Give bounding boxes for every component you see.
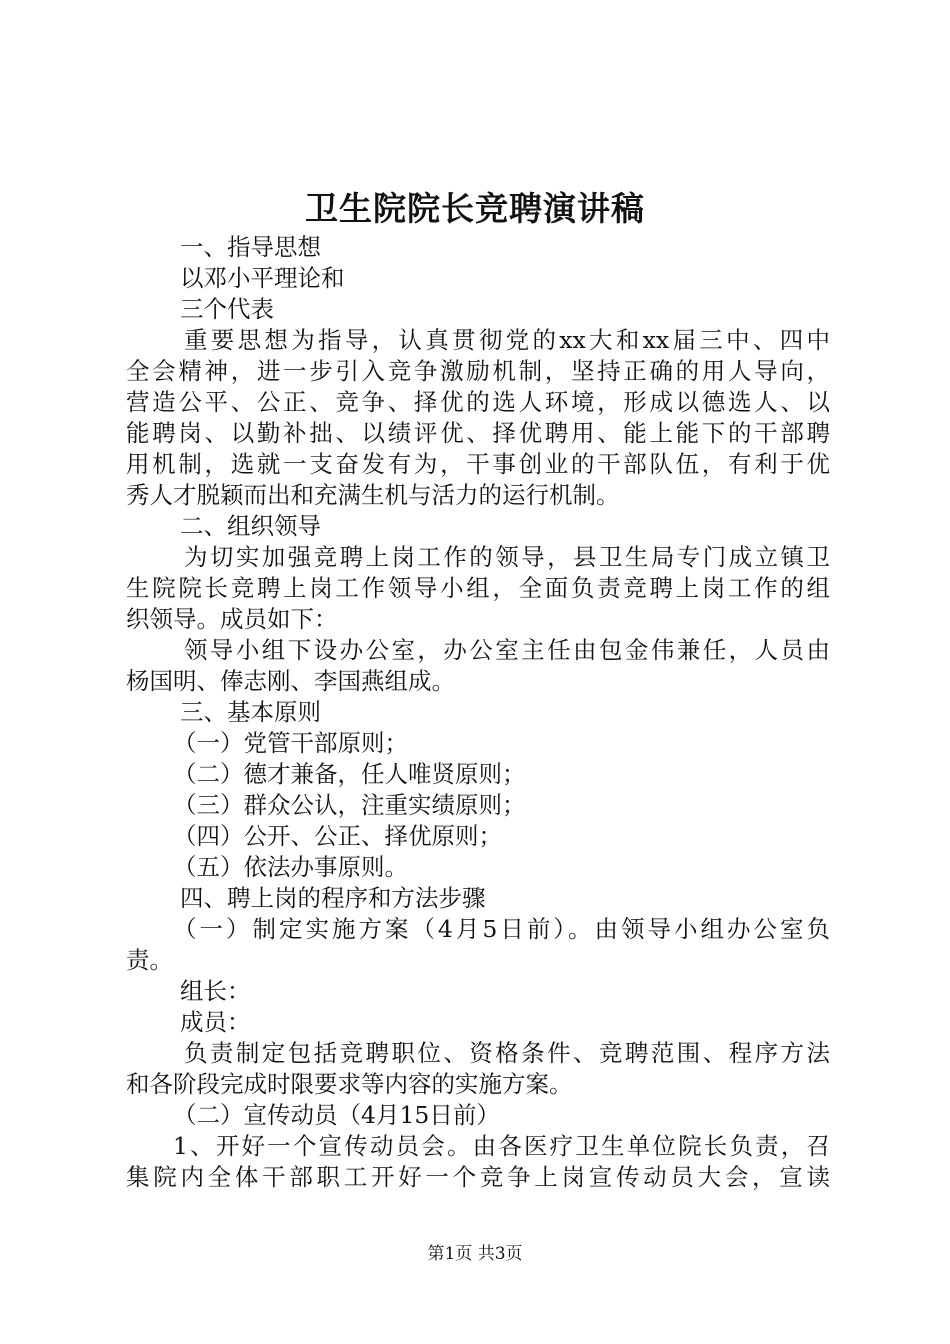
paragraph-line: 负责制定包括竞聘职位、资格条件、竞聘范围、程序方法 (184, 1039, 830, 1067)
paragraph-line: 责。 (126, 946, 173, 974)
paragraph-line: 为切实加强竞聘上岗工作的领导，县卫生局专门成立镇卫 (184, 543, 830, 571)
list-item: （二）德才兼备，任人唯贤原则； (173, 760, 526, 788)
paragraph-line: 能聘岗、以勤补拙、以绩评优、择优聘用、能上能下的干部聘 (126, 419, 830, 447)
paragraph-line: 1、开好一个宣传动员会。由各医疗卫生单位院长负责，召 (173, 1132, 830, 1160)
paragraph-line: 领导小组下设办公室，办公室主任由包金伟兼任，人员由 (184, 636, 830, 664)
paragraph-line: 组长： (180, 977, 251, 1005)
list-item: （一）党管干部原则； (173, 729, 408, 757)
paragraph-line: 织领导。成员如下： (126, 605, 338, 633)
list-item: （四）公开、公正、择优原则； (173, 822, 502, 850)
list-item: （五）依法办事原则。 (173, 853, 408, 881)
paragraph-line: 秀人才脱颖而出和充满生机与活力的运行机制。 (126, 481, 620, 509)
paragraph-line: 三个代表 (180, 295, 274, 323)
paragraph-line: 用机制，选就一支奋发有为，干事创业的干部队伍，有利于优 (126, 450, 830, 478)
paragraph-line: 生院院长竞聘上岗工作领导小组，全面负责竞聘上岗工作的组 (126, 574, 830, 602)
paragraph-line: 全会精神，进一步引入竞争激励机制，坚持正确的用人导向， (126, 357, 830, 385)
list-item: （三）群众公认，注重实绩原则； (173, 791, 526, 819)
section-heading: 四、聘上岗的程序和方法步骤 (180, 884, 486, 912)
document-title: 卫生院院长竞聘演讲稿 (305, 189, 645, 228)
paragraph-line: 成员： (180, 1008, 251, 1036)
section-heading: 一、指导思想 (180, 233, 321, 261)
page-footer: 第1页 共3页 (427, 1244, 523, 1264)
document-body (126, 232, 830, 1193)
section-heading: 二、组织领导 (180, 512, 321, 540)
paragraph-line: 重要思想为指导，认真贯彻党的xx大和xx届三中、四中 (184, 326, 830, 354)
paragraph-line: 营造公平、公正、竞争、择优的选人环境，形成以德选人、以 (126, 388, 830, 416)
paragraph-line: （二）宣传动员（4月15日前） (173, 1101, 500, 1129)
paragraph-line: （一）制定实施方案（4月5日前）。由领导小组办公室负 (173, 915, 830, 943)
section-heading: 三、基本原则 (180, 698, 321, 726)
paragraph-line: 集院内全体干部职工开好一个竞争上岗宣传动员大会，宣读 (126, 1163, 830, 1191)
paragraph-line: 以邓小平理论和 (180, 264, 345, 292)
paragraph-line: 和各阶段完成时限要求等内容的实施方案。 (126, 1070, 573, 1098)
paragraph-line: 杨国明、俸志刚、李国燕组成。 (126, 667, 455, 695)
